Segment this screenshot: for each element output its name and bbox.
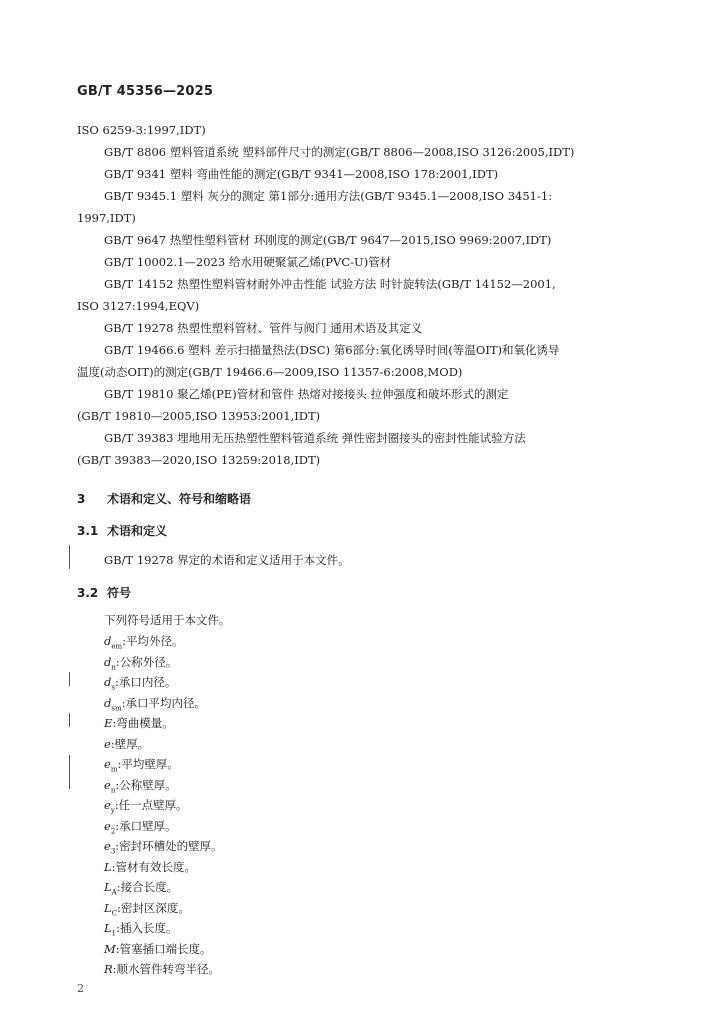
paragraph: GB/T 19278 界定的术语和定义适用于本文件。 <box>104 553 350 567</box>
reference-item: GB/T 19278 热塑性塑料管材、管件与阀门 通用术语及其定义 <box>104 321 423 335</box>
symbol-item: $e_2$:承口壁厚。 <box>104 819 177 836</box>
document-header: GB/T 45356—2025 <box>77 84 214 99</box>
subsection-heading: 3.1 术语和定义 <box>77 524 168 538</box>
change-bar <box>69 672 70 686</box>
symbol-item: R:顺水管件转弯半径。 <box>104 962 221 976</box>
paragraph: 下列符号适用于本文件。 <box>104 613 231 627</box>
symbol-item: E:弯曲模量。 <box>104 716 174 730</box>
subsection-heading: 3.2 符号 <box>77 586 132 600</box>
symbol-item: $e_m$:平均壁厚。 <box>104 757 179 774</box>
reference-item: GB/T 19466.6 塑料 差示扫描量热法(DSC) 第6部分:氧化诱导时间(等温OIT)和氧化诱导 温度(动态OIT)的测定(GB/T 19466.6—2009,ISO 11357-6:2008,MOD) <box>77 343 560 379</box>
symbol-item: $L_A$:接合长度。 <box>104 880 179 897</box>
reference-item: GB/T 9341 塑料 弯曲性能的测定(GB/T 9341—2008,ISO 178:2001,IDT) <box>104 167 499 181</box>
symbol-item: $d_s$:承口内径。 <box>104 675 177 692</box>
symbol-item: $e_y$:任一点壁厚。 <box>104 798 188 815</box>
reference-item: GB/T 39383 埋地用无压热塑性塑料管道系统 弹性密封圈接头的密封性能试验方法 (GB/T 39383—2020,ISO 13259:2018,IDT) <box>77 431 526 467</box>
symbol-item: $d_{sm}$:承口平均内径。 <box>104 696 206 713</box>
change-bar <box>69 755 70 789</box>
reference-item: GB/T 10002.1—2023 给水用硬聚氯乙烯(PVC-U)管材 <box>104 255 392 269</box>
symbol-item: $d_{em}$:平均外径。 <box>104 634 184 651</box>
symbol-item: M:管塞插口端长度。 <box>104 942 212 956</box>
symbol-item: $e_n$:公称壁厚。 <box>104 778 177 795</box>
symbol-item: e:壁厚。 <box>104 737 150 751</box>
change-bar <box>69 713 70 727</box>
reference-item: GB/T 14152 热塑性塑料管材耐外冲击性能 试验方法 时针旋转法(GB/T 14152—2001, ISO 3127:1994,EQV) <box>77 277 556 313</box>
symbol-item: $d_n$:公称外径。 <box>104 655 178 672</box>
change-bar <box>69 545 70 569</box>
reference-item: GB/T 9345.1 塑料 灰分的测定 第1部分:通用方法(GB/T 9345.1—2008,ISO 3451-1: 1997,IDT) <box>77 189 553 225</box>
symbol-item: L:管材有效长度。 <box>104 860 197 874</box>
reference-item: GB/T 9647 热塑性塑料管材 环刚度的测定(GB/T 9647—2015,ISO 9969:2007,IDT) <box>104 233 552 247</box>
page-number: 2 <box>77 982 84 995</box>
section-heading: 3 术语和定义、符号和缩略语 <box>77 492 252 506</box>
reference-item: GB/T 8806 塑料管道系统 塑料部件尺寸的测定(GB/T 8806—2008,ISO 3126:2005,IDT) <box>104 145 575 159</box>
symbol-item: $L_1$:插入长度。 <box>104 921 178 938</box>
symbol-item: $e_3$:密封环槽处的壁厚。 <box>104 839 223 856</box>
reference-continuation: ISO 6259-3:1997,IDT) <box>77 123 206 137</box>
symbol-item: $L_C$:密封区深度。 <box>104 901 190 918</box>
reference-item: GB/T 19810 聚乙烯(PE)管材和管件 热熔对接接头 拉伸强度和破坏形式的测定 (GB/T 19810—2005,ISO 13953:2001,IDT) <box>77 387 509 423</box>
